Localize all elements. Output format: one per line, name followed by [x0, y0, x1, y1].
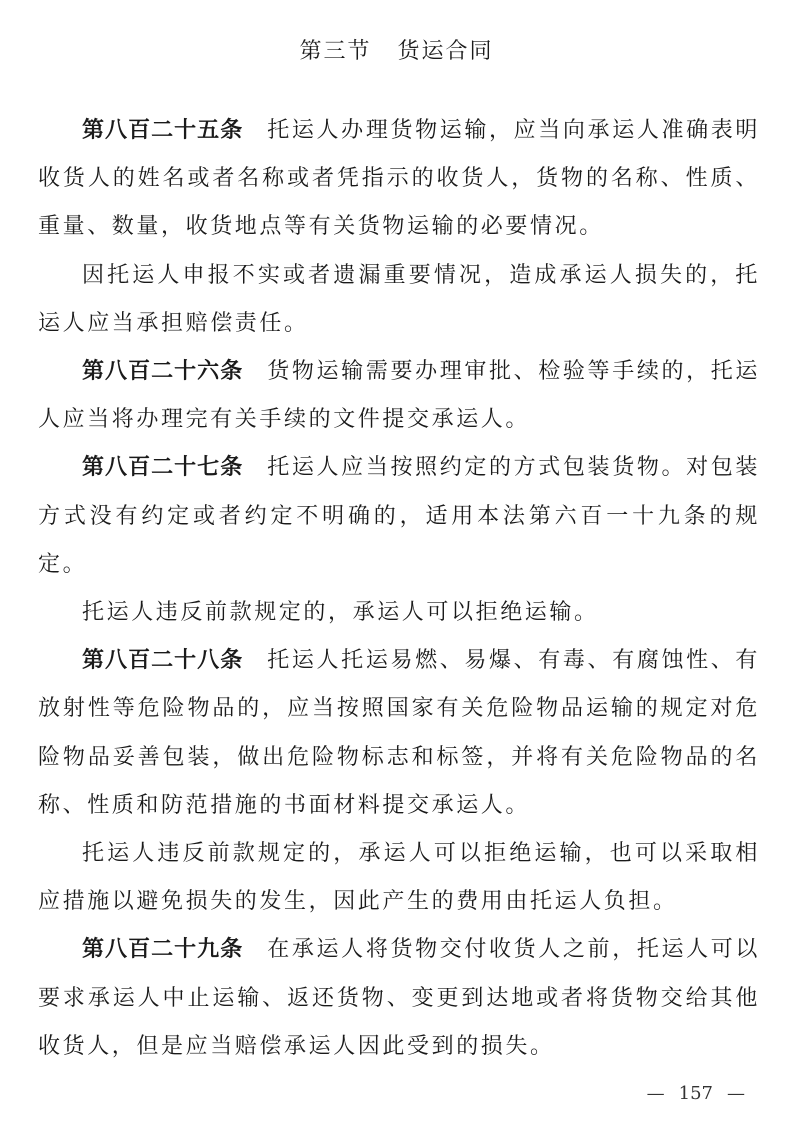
- article-number: 第八百二十五条: [82, 118, 244, 143]
- paragraph-text: 托运人办理货物运输，应当向承运人准确表明收货人的姓名或者名称或者凭指示的收货人，货物的名称、性质、重量、数量，收货地点等有关货物运输的必要情况。: [38, 118, 760, 240]
- article-body: [38, 107, 760, 1071]
- paragraph: [38, 252, 760, 348]
- paragraph-text: 托运人违反前款规定的，承运人可以拒绝运输，也可以采取相应措施以避免损失的发生，因此产生的费用由托运人负担。: [38, 841, 760, 915]
- dash-left: —: [646, 1083, 665, 1104]
- paragraph-text: 货物运输需要办理审批、检验等手续的，托运人应当将办理完有关手续的文件提交承运人。: [38, 359, 760, 433]
- article-number: 第八百二十七条: [82, 455, 244, 481]
- article-paragraph: [38, 926, 760, 1071]
- article-number: 第八百二十六条: [82, 359, 244, 385]
- section-heading: [0, 36, 793, 68]
- paragraph-text: 因托运人申报不实或者遗漏重要情况，造成承运人损失的，托运人应当承担赔偿责任。: [38, 262, 760, 336]
- article-number: 第八百二十九条: [82, 937, 244, 963]
- paragraph-text: 在承运人将货物交付收货人之前，托运人可以要求承运人中止运输、返还货物、变更到达地或者将货物交给其他收货人，但是应当赔偿承运人因此受到的损失。: [38, 937, 760, 1059]
- paragraph: [38, 830, 760, 926]
- page-number: [633, 1080, 759, 1108]
- article-paragraph: [38, 444, 760, 589]
- paragraph-text: 托运人应当按照约定的方式包装货物。对包装方式没有约定或者约定不明确的，适用本法第六百一十九条的规定。: [38, 455, 760, 577]
- dash-right: —: [727, 1083, 745, 1104]
- paragraph-text: 托运人违反前款规定的，承运人可以拒绝运输。: [82, 600, 599, 626]
- article-paragraph: [38, 107, 760, 252]
- paragraph: [38, 589, 760, 637]
- article-paragraph: [38, 348, 760, 444]
- paragraph-text: 托运人托运易燃、易爆、有毒、有腐蚀性、有放射性等危险物品的，应当按照国家有关危险物品运输的规定对危险物品妥善包装，做出危险物标志和标签，并将有关危险物品的名称、性质和防范措施的书面材料提交承运人。: [38, 648, 760, 818]
- section-number: 第三节: [299, 39, 372, 64]
- article-number: 第八百二十八条: [82, 648, 244, 674]
- section-title: 货运合同: [397, 39, 494, 64]
- page-number-value: 157: [678, 1083, 713, 1104]
- article-paragraph: [38, 637, 760, 830]
